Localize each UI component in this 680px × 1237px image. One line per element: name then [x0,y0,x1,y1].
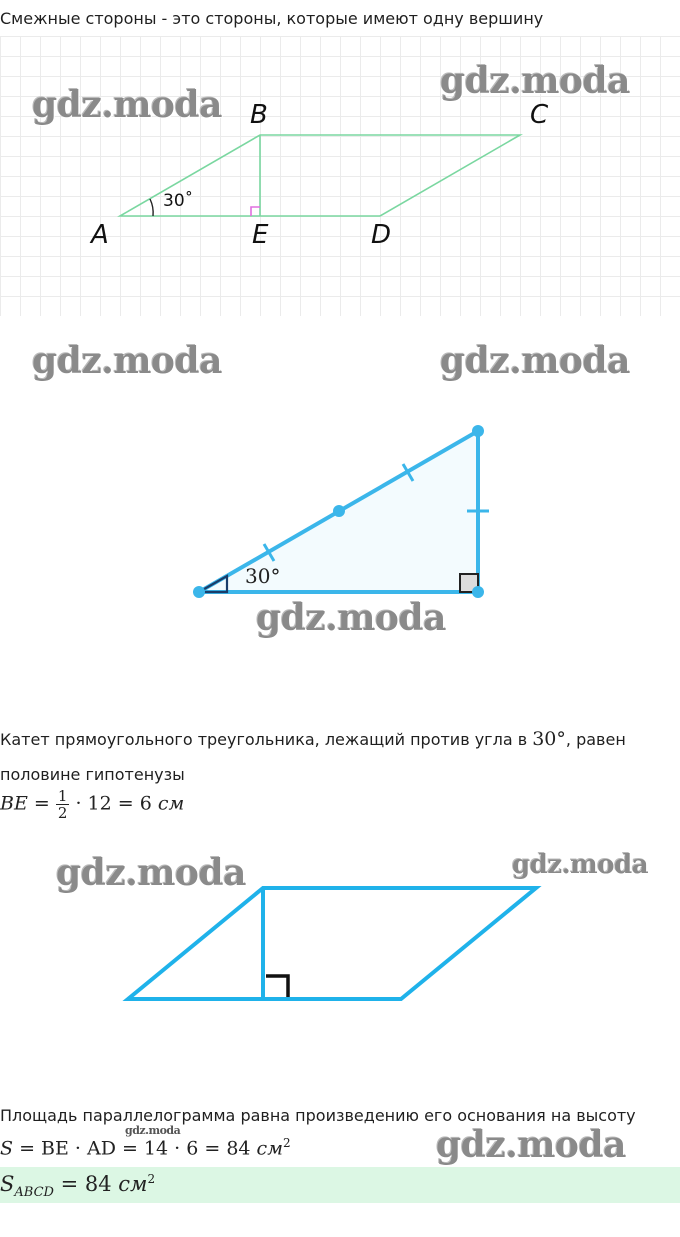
answer-symbol: S [0,1172,15,1196]
rule2-text: Площадь параллелограмма равна произведению его основания на высоту [0,1106,636,1125]
answer-subscript: ABCD [14,1185,54,1201]
angle-label-30: 30˚ [163,191,194,211]
point-label-c: C [530,100,549,130]
watermark: gdz.moda [436,1124,626,1166]
rule1-text-end: , равен [565,730,626,749]
rule1-line2: половине гипотенузы [0,765,185,784]
watermark: gdz.moda [125,1124,181,1137]
formula1-eq: = [33,792,50,815]
point-label-a: A [91,220,109,250]
formula2-power: 2 [282,1136,291,1150]
formula-area [0,1136,291,1159]
triangle-angle-label: 30° [245,564,281,588]
parallelogram [128,888,536,999]
fraction-numerator: 1 [57,788,68,805]
right-angle-mark [266,976,288,997]
formula1-lhs: BE [0,792,28,815]
formula2-unit: см [256,1137,283,1160]
watermark: gdz.moda [512,850,649,880]
formula2-body: = BE · AD = 14 · 6 = 84 [13,1137,257,1160]
watermark: gdz.moda [32,340,222,382]
watermark: gdz.moda [56,852,246,894]
answer-formula [0,1172,155,1200]
answer-power: 2 [147,1172,156,1186]
point-label-d: D [371,220,392,250]
intro-text: Смежные стороны - это стороны, которые имеют одну вершину [0,9,544,28]
watermark: gdz.moda [440,340,630,382]
answer-unit: см [118,1172,148,1196]
fraction-denominator: 2 [57,804,68,822]
point-label-b: B [250,100,268,130]
rule1-text: Катет прямоугольного треугольника, лежащий против угла в [0,730,533,749]
watermark: gdz.moda [256,597,446,639]
watermark: gdz.moda [32,84,222,126]
formula2-lhs: S [0,1137,14,1160]
answer-body: = 84 [53,1172,119,1196]
point-label-e: E [252,220,269,250]
formula1-rest: · 12 = 6 [75,792,158,815]
watermark: gdz.moda [440,60,630,102]
formula1-unit: см [157,792,185,815]
rule1-angle: 30° [532,728,566,750]
